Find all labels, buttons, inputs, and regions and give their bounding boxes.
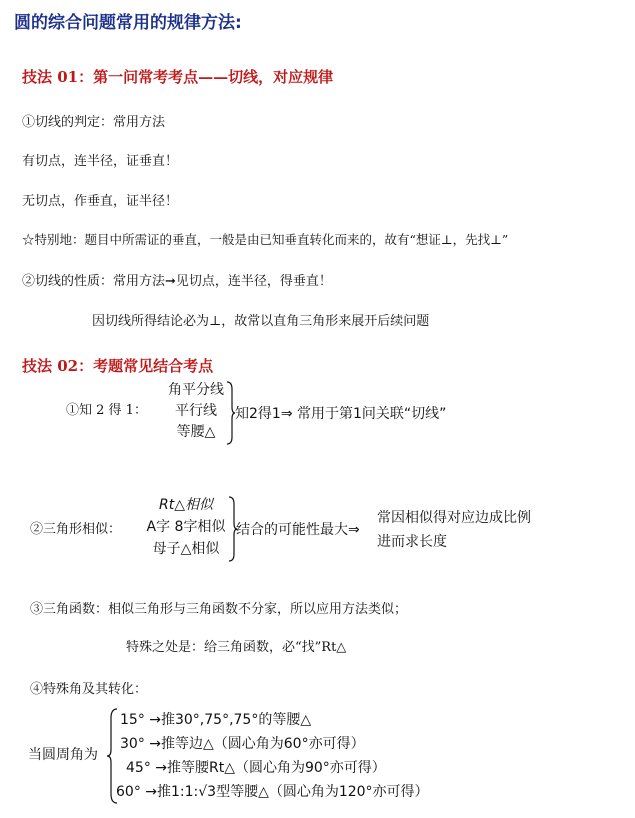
angle-conversion-list — [116, 708, 429, 804]
result-line-ratio: 常因相似得对应边成比例 — [377, 510, 531, 526]
angle-60-item: 60° →推1:1:√3型等腰△（圆心角为120°亦可得） — [116, 784, 429, 800]
item2-result-mid: 结合的可能性最大⇒ — [236, 522, 360, 538]
triangle-similarity-label: ②三角形相似： — [30, 522, 122, 537]
tangent-conclusion-line: 因切线所得结论必为⊥，故常以直角三角形来展开后续问题 — [92, 314, 430, 329]
tangent-criterion-line: ①切线的判定：常用方法 — [22, 115, 166, 130]
trig-special-line: 特殊之处是：给三角函数，必“找”Rt△ — [126, 640, 347, 655]
item2-options — [140, 494, 232, 560]
item2-result-lines — [377, 506, 531, 554]
option-parallel-line: 平行线 — [175, 403, 217, 419]
tangent-rule-without-point: 无切点，作垂直，证半径！ — [22, 194, 179, 209]
technique-02-heading: 技法 02：考题常见结合考点 — [22, 357, 214, 375]
angle-30-item: 30° →推等边△（圆心角为60°亦可得） — [120, 736, 365, 752]
know-two-get-one-label: ①知 2 得 1： — [66, 403, 147, 418]
inscribed-angle-lead: 当圆周角为 — [28, 747, 98, 763]
option-mother-child-similar: 母子△相似 — [152, 541, 220, 557]
item1-options — [160, 380, 232, 443]
special-angles-label: ④特殊角及其转化： — [30, 682, 148, 697]
angle-45-item: 45° →推等腰Rt△（圆心角为90°亦可得） — [126, 760, 386, 776]
option-isosceles-triangle: 等腰△ — [176, 424, 216, 440]
option-a-8-similar: A字 8字相似 — [146, 519, 226, 535]
technique-01-heading: 技法 01：第一问常考考点——切线，对应规律 — [22, 68, 334, 86]
tangent-rule-with-point: 有切点，连半径，证垂直！ — [22, 154, 179, 169]
page-title: 圆的综合问题常用的规律方法: — [14, 13, 242, 33]
option-angle-bisector: 角平分线 — [168, 382, 224, 398]
special-note-line: ☆特别地：题目中所需证的垂直，一般是由已知垂直转化而来的，故有“想证⊥，先找⊥” — [22, 232, 509, 247]
option-rt-similar: Rt△相似 — [159, 497, 213, 513]
item1-result: 知2得1⇒ 常用于第1问关联“切线” — [235, 406, 447, 422]
tangent-property-line: ②切线的性质：常用方法➞见切点，连半径，得垂直！ — [22, 274, 332, 289]
angle-15-item: 15° →推30°,75°,75°的等腰△ — [120, 712, 312, 728]
result-line-length: 进而求长度 — [377, 534, 447, 550]
trig-functions-line: ③三角函数：相似三角形与三角函数不分家，所以应用方法类似； — [30, 602, 408, 617]
